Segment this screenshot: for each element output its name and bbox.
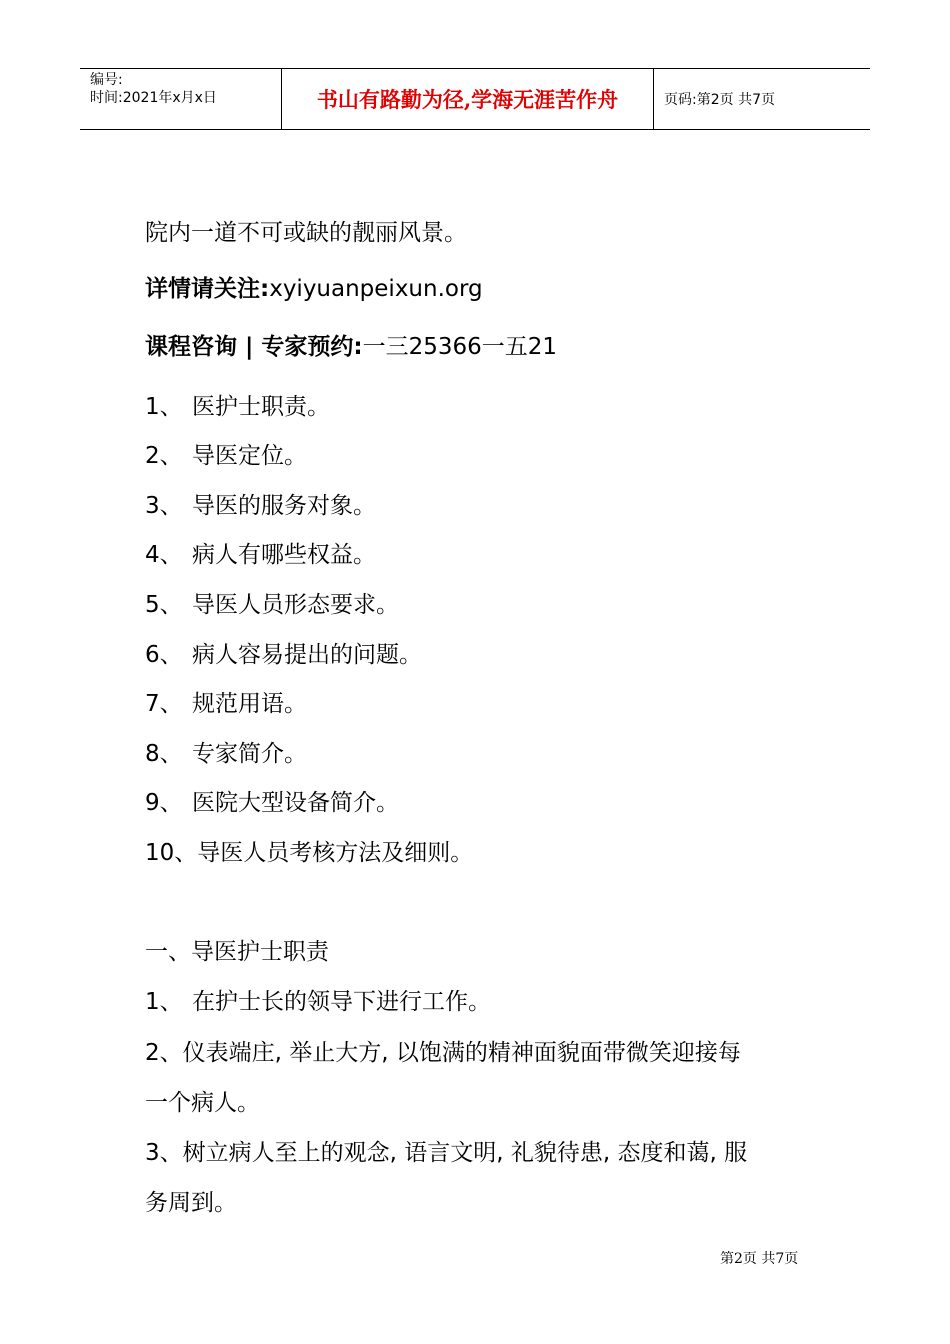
page-footer: 第2页 共7页 [720,1251,799,1267]
duty-item-1 [145,987,491,1017]
toc-item-text: 规范用语。 [192,691,307,717]
toc-item-number: 6、 [145,642,183,668]
toc-item-text: 病人有哪些权益。 [192,542,376,568]
page-header [80,68,870,130]
duty-item-2-line-2: 一个病人。 [145,1090,260,1116]
toc-item-number: 2、 [145,443,183,469]
toc-item-number: 8、 [145,741,183,767]
toc-item-text: 导医人员形态要求。 [192,592,399,618]
toc-item-number: 9、 [145,790,183,816]
toc-item-text: 医院大型设备简介。 [192,790,399,816]
detail-line [145,274,483,304]
toc-item [145,640,422,670]
toc-item-number: 5、 [145,592,183,618]
header-page-number: 页码:第2页 共7页 [664,92,775,108]
toc-item-text: 导医人员考核方法及细则。 [197,840,474,866]
toc-item-number: 10、 [145,840,198,866]
consult-label: 课程咨询 | 专家预约: [145,334,363,360]
duty-item-number: 1、 [145,989,183,1015]
header-motto: 书山有路勤为径,学海无涯苦作舟 [282,69,654,129]
duty-item-2-line-1: 2、仪表端庄, 举止大方, 以饱满的精神面貌面带微笑迎接每 [145,1040,741,1066]
consult-phone: 一三25366一五21 [362,334,558,360]
toc-item-text: 医护士职责。 [192,394,330,420]
toc-item-text: 导医的服务对象。 [192,493,376,519]
toc-item-text: 专家简介。 [192,741,307,767]
detail-label: 详情请关注: [145,276,270,302]
intro-paragraph-tail: 院内一道不可或缺的靓丽风景。 [145,220,467,246]
toc-item [145,392,330,422]
duty-item-3-line-1: 3、树立病人至上的观念, 语言文明, 礼貌待患, 态度和蔼, 服 [145,1140,748,1166]
consult-line [145,332,557,362]
toc-item [145,689,307,719]
toc-item [145,441,307,471]
toc-item [145,590,399,620]
duty-item-text: 在护士长的领导下进行工作。 [192,989,491,1015]
header-meta [80,69,282,129]
toc-item-number: 3、 [145,493,183,519]
detail-url: xyiyuanpeixun.org [269,276,483,302]
section-title: 一、导医护士职责 [145,939,329,965]
toc-item [145,491,376,521]
toc-item-text: 病人容易提出的问题。 [192,642,422,668]
toc-item [145,788,399,818]
toc-item-number: 4、 [145,542,183,568]
document-number-label: 编号: [90,72,123,88]
duty-item-3-line-2: 务周到。 [145,1190,237,1216]
document-time: 时间:2021年x月x日 [90,90,217,106]
toc-item-number: 7、 [145,691,183,717]
toc-item [145,540,376,570]
toc-item-text: 导医定位。 [192,443,307,469]
toc-item [145,739,307,769]
toc-item-number: 1、 [145,394,183,420]
toc-item [145,838,473,868]
